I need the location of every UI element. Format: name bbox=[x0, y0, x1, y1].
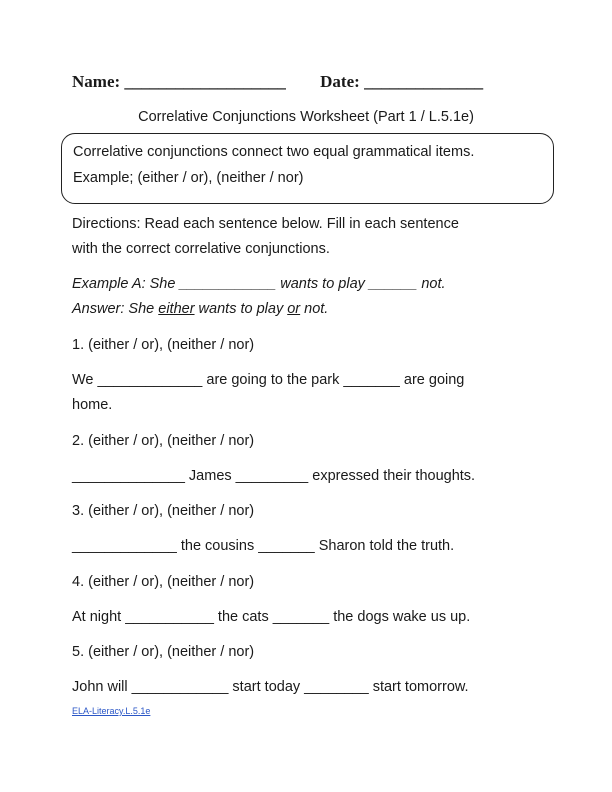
question-sentence: home. bbox=[72, 397, 113, 413]
definition-box bbox=[61, 133, 554, 204]
answer-word: either bbox=[158, 301, 195, 317]
date-label: Date: bbox=[320, 72, 360, 91]
question-sentence: _____________ the cousins _______ Sharon told the truth. bbox=[72, 538, 455, 554]
name-label: Name: bbox=[72, 72, 121, 91]
question-options: 4. (either / or), (neither / nor) bbox=[72, 574, 255, 590]
answer-text: Answer: She bbox=[72, 301, 159, 317]
directions-line: Directions: Read each sentence below. Fill in each sentence bbox=[72, 216, 459, 232]
question-sentence: John will ____________ start today ________ start tomorrow. bbox=[72, 679, 469, 695]
worksheet-title: Correlative Conjunctions Worksheet (Part 1 / L.5.1e) bbox=[138, 109, 474, 125]
definition-line: Correlative conjunctions connect two equal grammatical items. bbox=[73, 144, 475, 160]
question-sentence: At night ___________ the cats _______ the dogs wake us up. bbox=[72, 609, 471, 625]
definition-example-line: Example; (either / or), (neither / nor) bbox=[73, 170, 304, 186]
question-options: 5. (either / or), (neither / nor) bbox=[72, 644, 255, 660]
answer-text: not. bbox=[300, 301, 329, 317]
question-sentence: We _____________ are going to the park _______ are going bbox=[72, 372, 465, 388]
question-options: 2. (either / or), (neither / nor) bbox=[72, 433, 255, 449]
date-blank[interactable]: ______________ bbox=[364, 72, 484, 91]
question-options: 1. (either / or), (neither / nor) bbox=[72, 337, 255, 353]
answer-word: or bbox=[287, 301, 301, 317]
question-sentence: ______________ James _________ expressed their thoughts. bbox=[72, 468, 476, 484]
name-blank[interactable]: ___________________ bbox=[124, 72, 286, 91]
answer-text: wants to play bbox=[194, 301, 288, 317]
header-row bbox=[72, 72, 483, 92]
question-options: 3. (either / or), (neither / nor) bbox=[72, 503, 255, 519]
example-answer-line bbox=[72, 301, 328, 317]
example-line: Example A: She ____________ wants to play ______ not. bbox=[72, 276, 446, 292]
directions-line: with the correct correlative conjunctions. bbox=[72, 241, 330, 257]
standard-link[interactable]: ELA-Literacy.L.5.1e bbox=[72, 706, 151, 716]
